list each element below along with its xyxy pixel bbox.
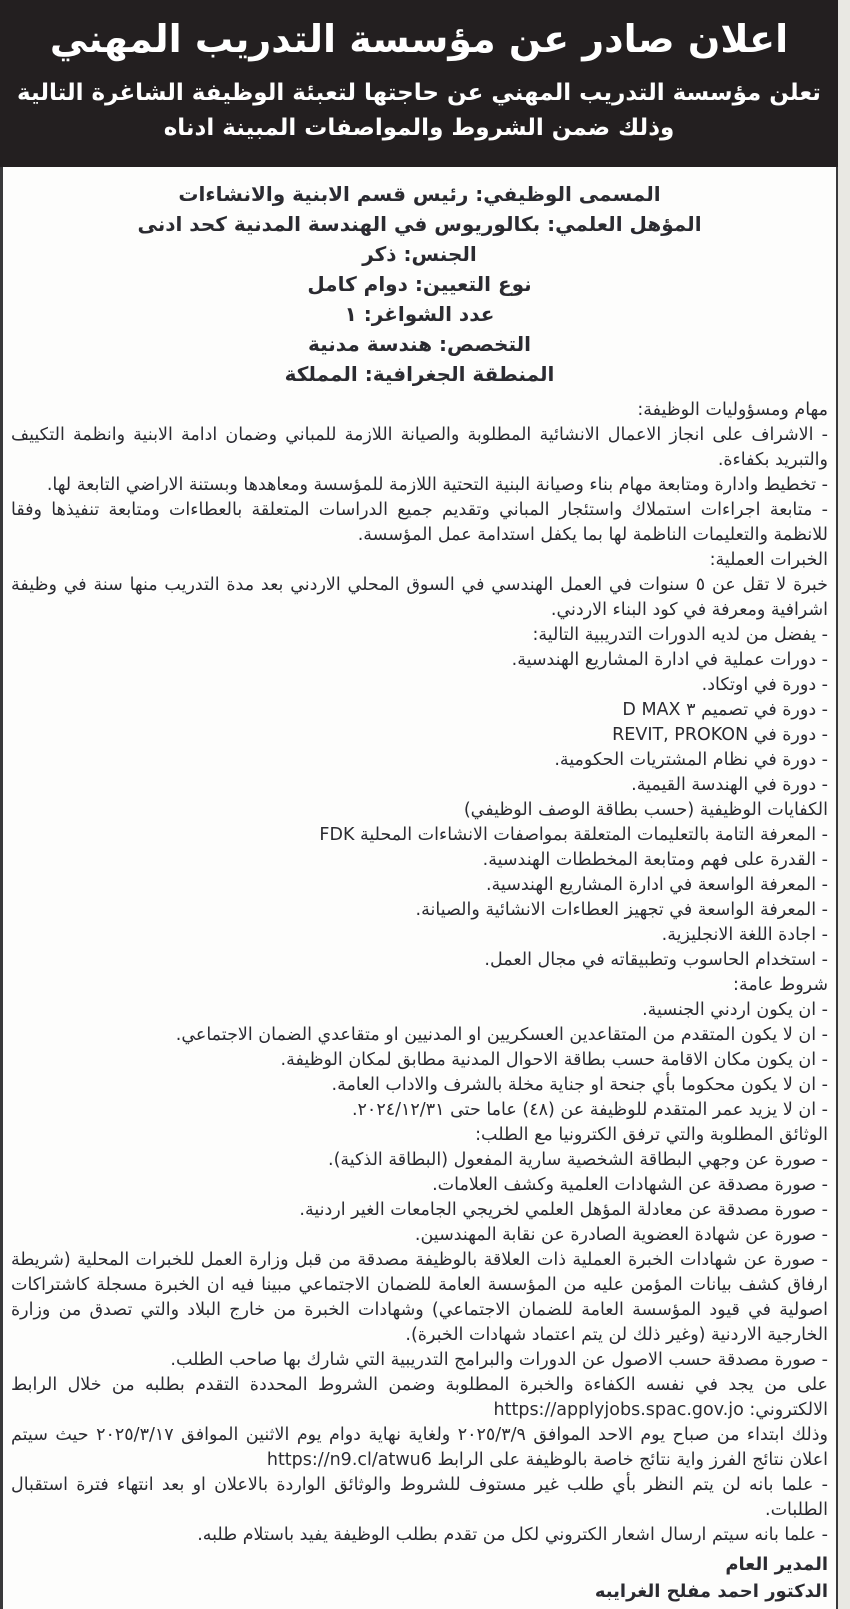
body-paragraph: - صورة مصدقة حسب الاصول عن الدورات والبرامج التدريبية التي شارك بها صاحب الطلب. — [170, 1349, 828, 1370]
body-paragraph: - القدرة على فهم ومتابعة المخططات الهندسية. — [482, 849, 828, 870]
body-paragraph: - علما بانه سيتم ارسال اشعار الكتروني لكل من تقدم بطلب الوظيفة يفيد باستلام طلبه. — [197, 1524, 828, 1545]
body-paragraph: - صورة مصدقة عن الشهادات العلمية وكشف العلامات. — [432, 1174, 828, 1195]
body-paragraph: - صورة عن شهادات الخبرة العملية ذات العلاقة بالوظيفة مصدقة من قبل وزارة العمل للخبرات المحلية (شريطة ارفاق كشف بيانات المؤمن عليه من المؤسسة العامة للضمان الاجتماعي مبينا فيه ان الخبرة مسجلة كاشتراكات اصولية في قيود المؤسسة العامة للضمان الاجتماعي) وشهادات الخبرة من خارج البلاد والتي تصدق من وزارة الخارجية الاردنية (وغير ذلك لن يتم اعتماد شهادات الخبرة). — [11, 1249, 828, 1345]
body-paragraph: - دورات عملية في ادارة المشاريع الهندسية. — [511, 649, 828, 670]
job-detail-line: المسمى الوظيفي: رئيس قسم الابنية والانشاءات — [178, 181, 661, 206]
body-paragraph: - تخطيط وادارة ومتابعة مهام بناء وصيانة البنية التحتية اللازمة للمؤسسة ومعاهدها وبستنة الاراضي التابعة لها. — [46, 474, 828, 495]
announcement-banner — [0, 0, 838, 167]
body-paragraph: - استخدام الحاسوب وتطبيقاته في مجال العمل. — [484, 949, 828, 970]
job-details — [11, 179, 828, 389]
body-paragraph: - ان يكون مكان الاقامة حسب بطاقة الاحوال المدنية مطابق لمكان الوظيفة. — [280, 1049, 828, 1070]
signature-title: المدير العام — [725, 1553, 828, 1575]
body-paragraph: - دورة في REVIT, PROKON — [612, 724, 828, 745]
body-paragraph: - الاشراف على انجاز الاعمال الانشائية المطلوبة والصيانة اللازمة للمباني وضمان ادامة الابنية وانظمة التكييف والتبريد بكفاءة. — [11, 424, 828, 470]
body-paragraphs — [11, 398, 828, 1548]
job-detail-line: التخصص: هندسة مدنية — [308, 331, 531, 356]
body-paragraph: - ان لا يكون المتقدم من المتقاعدين العسكريين او المدنيين او متقاعدي الضمان الاجتماعي. — [175, 1024, 828, 1045]
body-paragraph: وذلك ابتداء من صباح يوم الاحد الموافق ٢٠٢٥/٣/٩ ولغاية نهاية دوام يوم الاثنين الموافق ٢٠٢٥/٣/١٧ حيث سيتم اعلان نتائج الفرز واية نتائج خاصة بالوظيفة على الرابط https://n9.cl/atwu6 — [11, 1424, 828, 1470]
signature-name: الدكتور احمد مفلح الغرايبه — [594, 1580, 828, 1602]
body-paragraph: الوثائق المطلوبة والتي ترفق الكترونيا مع الطلب: — [475, 1124, 828, 1145]
body-paragraph: - اجادة اللغة الانجليزية. — [661, 924, 828, 945]
body-paragraph: - ان لا يزيد عمر المتقدم للوظيفة عن (٤٨) عاما حتى ٢٠٢٤/١٢/٣١. — [351, 1099, 828, 1120]
body-paragraph: مهام ومسؤوليات الوظيفة: — [637, 399, 828, 420]
body-paragraph: - صورة مصدقة عن معادلة المؤهل العلمي لخريجي الجامعات الغير اردنية. — [299, 1199, 828, 1220]
announcement-subtitle-line: وذلك ضمن الشروط والمواصفات المبينة ادناه — [163, 115, 675, 142]
body-paragraph: - دورة في تصميم ٣ D MAX — [622, 699, 828, 720]
announcement-subtitle — [14, 76, 824, 147]
body-paragraph: - صورة عن شهادة العضوية الصادرة عن نقابة المهندسين. — [414, 1224, 828, 1245]
body-paragraph: الكفايات الوظيفية (حسب بطاقة الوصف الوظيفي) — [463, 799, 828, 820]
announcement-title: اعلان صادر عن مؤسسة التدريب المهني — [49, 17, 789, 61]
body-paragraph: - دورة في نظام المشتريات الحكومية. — [554, 749, 828, 770]
job-detail-line: نوع التعيين: دوام كامل — [307, 271, 532, 296]
body-paragraph: - المعرفة التامة بالتعليمات المتعلقة بمواصفات الانشاءات المحلية FDK — [319, 824, 828, 845]
body-paragraph: - صورة عن وجهي البطاقة الشخصية سارية المفعول (البطاقة الذكية). — [328, 1149, 828, 1170]
job-detail-line: عدد الشواغر: ١ — [344, 301, 495, 326]
announcement-subtitle-line: تعلن مؤسسة التدريب المهني عن حاجتها لتعبئة الوظيفة الشاغرة التالية — [17, 79, 821, 106]
body-paragraph: على من يجد في نفسه الكفاءة والخبرة المطلوبة وضمن الشروط المحددة التقدم بطلبه من خلال الرابط الالكتروني: https://applyjobs.spac.gov.jo — [11, 1374, 828, 1420]
body-paragraph: - ان يكون اردني الجنسية. — [642, 999, 828, 1020]
body-paragraph: - المعرفة الواسعة في ادارة المشاريع الهندسية. — [485, 874, 828, 895]
job-detail-line: الجنس: ذكر — [362, 241, 477, 266]
body-paragraph: خبرة لا تقل عن ٥ سنوات في العمل الهندسي في السوق المحلي الاردني بعد مدة التدريب منها سنة في وظيفة اشرافية ومعرفة في كود البناء الاردني. — [11, 574, 828, 620]
body-paragraph: شروط عامة: — [733, 974, 828, 995]
announcement-content — [0, 167, 838, 1609]
body-paragraph: - يفضل من لديه الدورات التدريبية التالية: — [532, 624, 828, 645]
body-paragraph: - ان لا يكون محكوما بأي جنحة او جناية مخلة بالشرف والاداب العامة. — [331, 1074, 828, 1095]
job-detail-line: المؤهل العلمي: بكالوريوس في الهندسة المدنية كحد ادنى — [137, 211, 702, 236]
body-paragraph: الخبرات العملية: — [709, 549, 828, 570]
body-paragraph: - دورة في اوتكاد. — [701, 674, 828, 695]
body-paragraph: - دورة في الهندسة القيمية. — [631, 774, 828, 795]
signature-block — [11, 1551, 828, 1605]
body-paragraph: - المعرفة الواسعة في تجهيز العطاءات الانشائية والصيانة. — [415, 899, 828, 920]
job-detail-line: المنطقة الجغرافية: المملكة — [284, 361, 555, 386]
body-paragraph: - علما بانه لن يتم النظر بأي طلب غير مستوف للشروط والوثائق الواردة بالاعلان او بعد انتهاء فترة استقبال الطلبات. — [11, 1474, 828, 1520]
body-paragraph: - متابعة اجراءات استملاك واستئجار المباني وتقديم جميع الدراسات المتعلقة بالعطاءات ومتابعة تنفيذها وفقا للانظمة والتعليمات الناظمة لها بما يكفل استدامة عمل المؤسسة. — [11, 499, 828, 545]
